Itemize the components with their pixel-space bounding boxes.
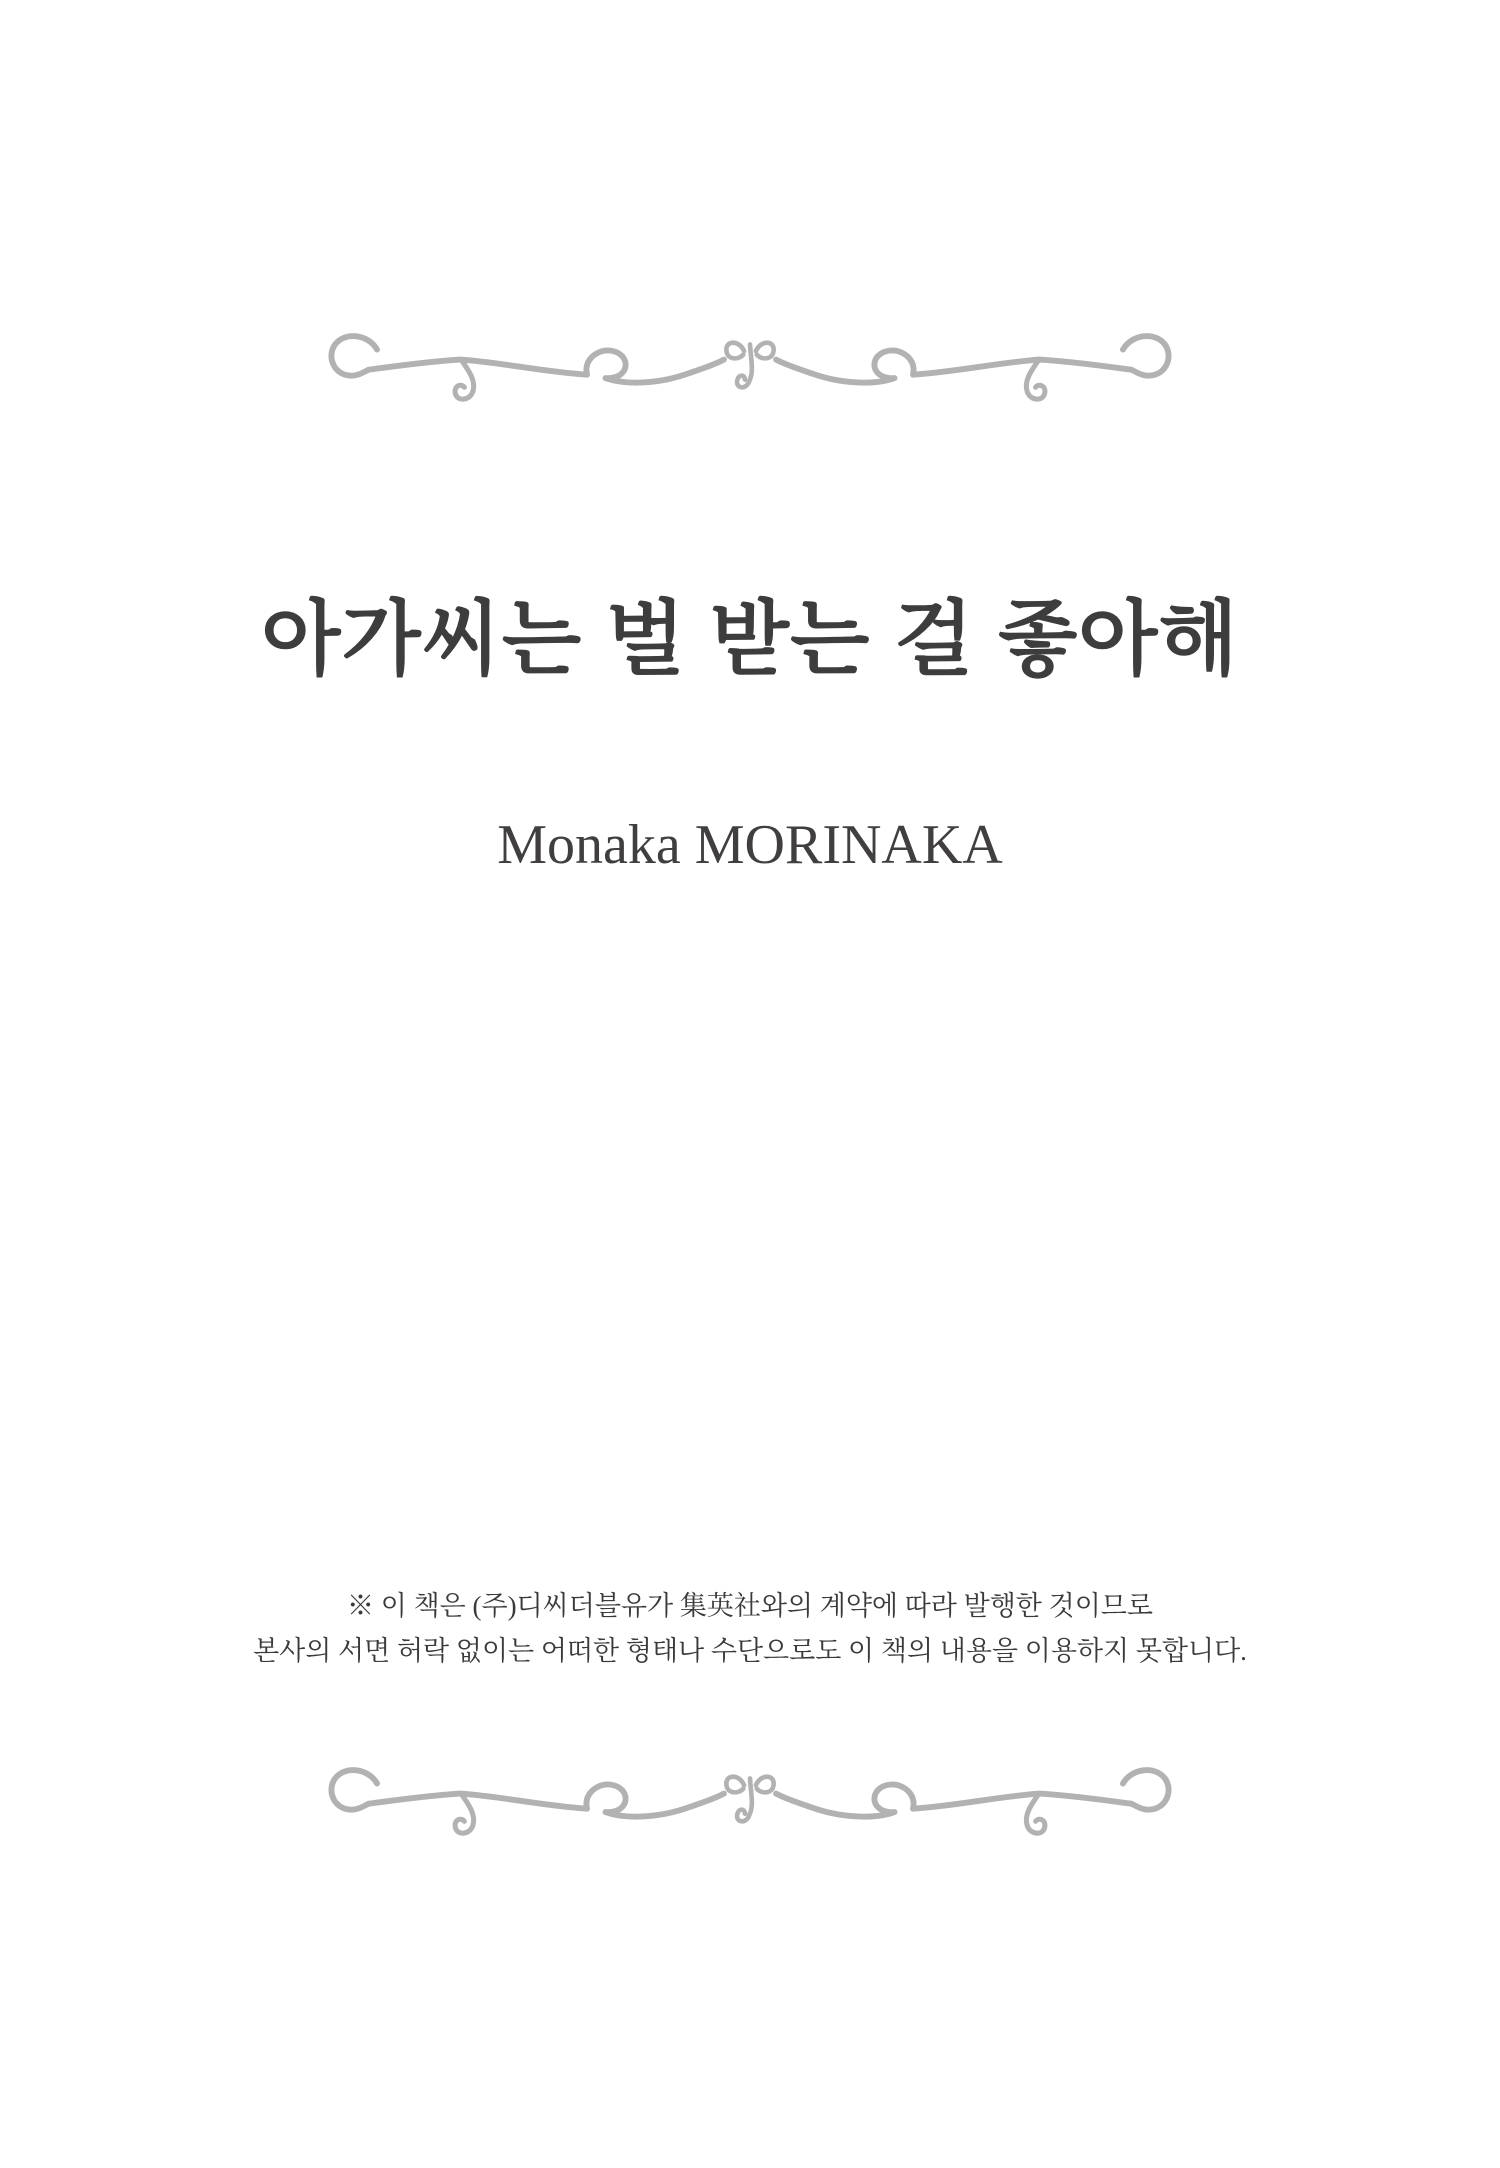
copyright-line-1: ※ 이 책은 (주)디씨더블유가 集英社와의 계약에 따라 발행한 것이므로 <box>347 1591 1153 1621</box>
book-title: 아가씨는 벌 받는 걸 좋아해 <box>261 594 1239 685</box>
author-name: Monaka MORINAKA <box>497 814 1003 876</box>
flourish-divider-top-icon <box>237 326 1263 410</box>
copyright-notice <box>0 1584 1500 1674</box>
flourish-divider-bottom-icon <box>237 1760 1263 1844</box>
copyright-line-2: 본사의 서면 허락 없이는 어떠한 형태나 수단으로도 이 책의 내용을 이용하지 못합니다. <box>253 1636 1247 1666</box>
